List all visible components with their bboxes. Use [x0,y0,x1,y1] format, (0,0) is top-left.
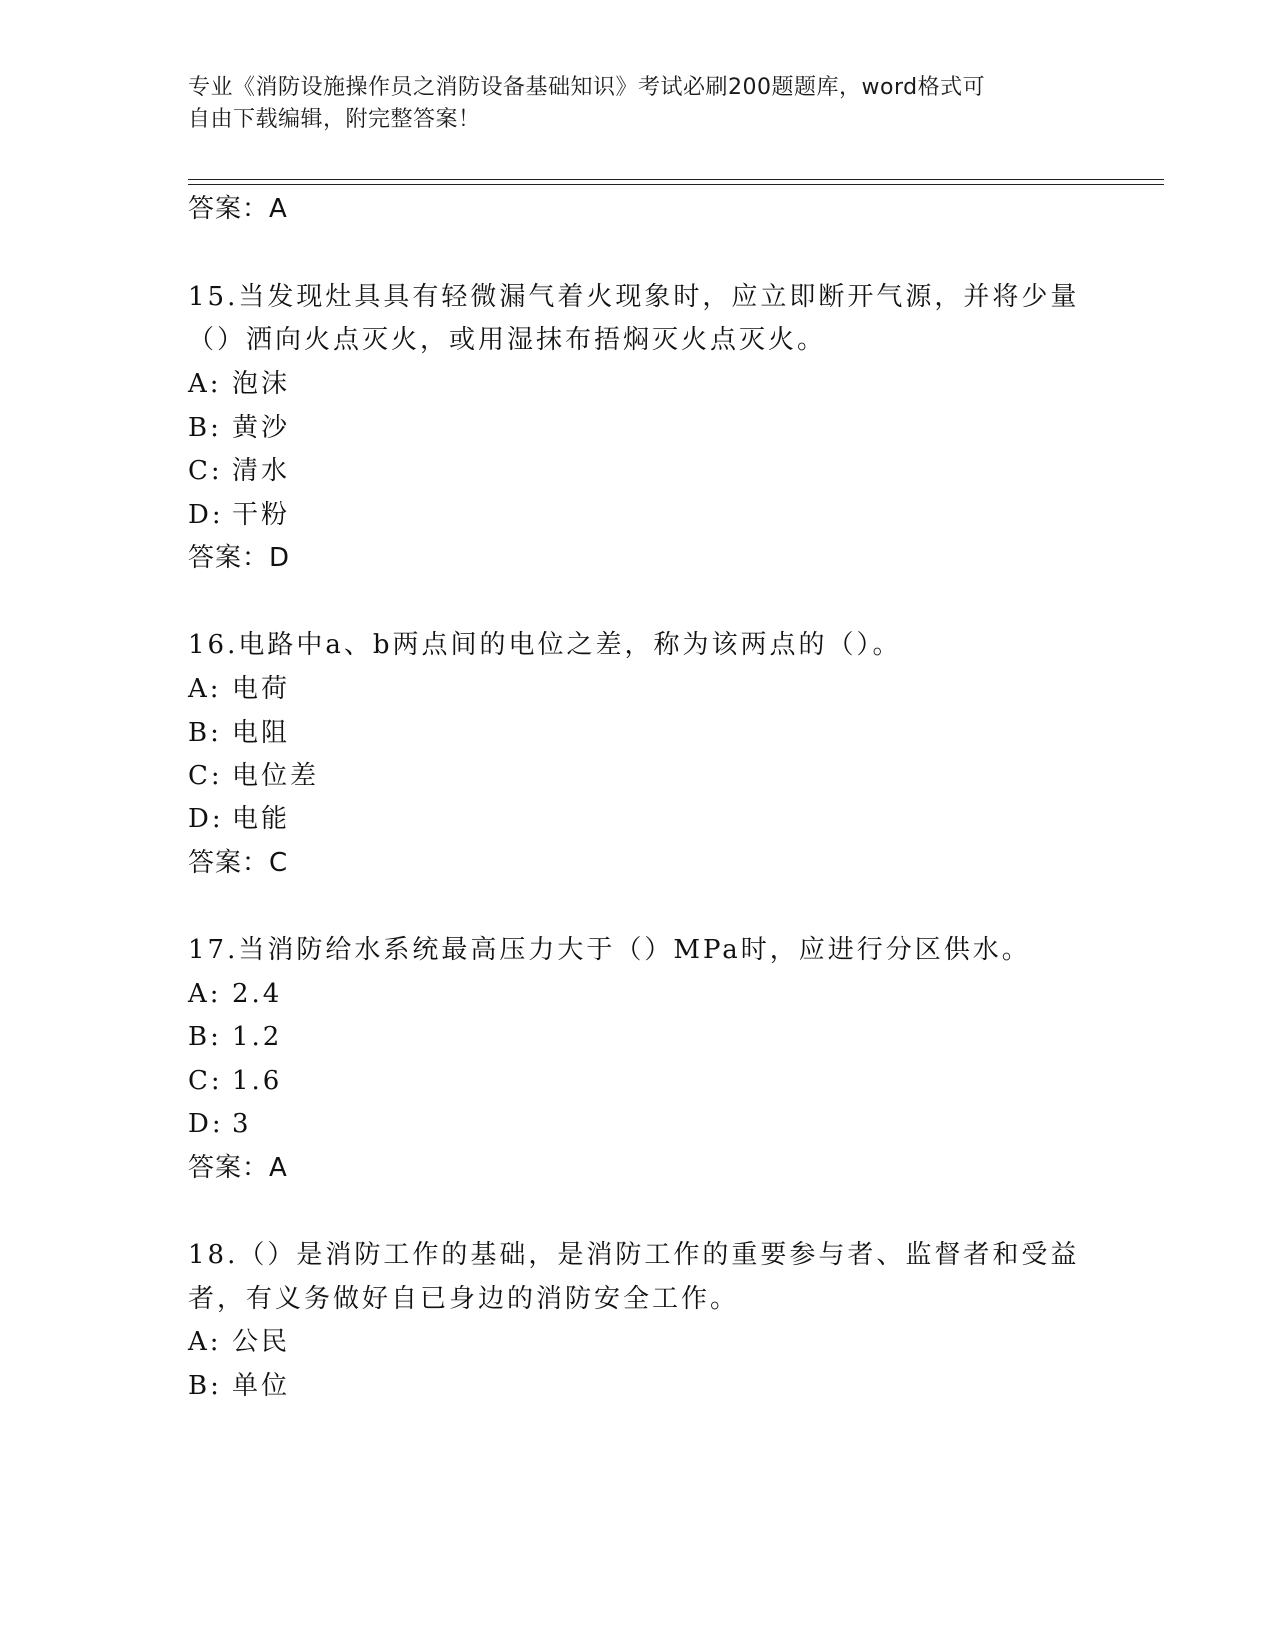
option-letter: A: [188,369,222,399]
option-letter: A: [188,979,222,1009]
option-text: 1.6 [232,1066,283,1096]
option-letter: A: [188,1327,222,1357]
header-line-2: 自由下载编辑，附完整答案！ [188,107,481,132]
option-text: 3 [232,1109,252,1139]
question-15-stem-line-2: （）洒向火点灭火，或用湿抹布捂焖灭火点灭火。 [188,325,827,355]
option-text: 电位差 [232,761,320,791]
question-18-stem-line-1: 18.（）是消防工作的基础，是消防工作的重要参与者、监督者和受益 [188,1240,1080,1270]
document-header [188,72,1088,136]
question-16-option-b [188,716,290,750]
question-17-stem-line-1: 17.当消防给水系统最高压力大于（）MPa时，应进行分区供水。 [188,935,1031,965]
option-letter: D: [188,500,224,530]
question-18-option-a [188,1325,290,1359]
question-17-answer: 答案：A [188,1153,288,1183]
option-text: 干粉 [232,500,291,530]
option-text: 公民 [232,1327,291,1357]
option-text: 清水 [232,456,291,486]
option-letter: B: [188,1022,222,1052]
header-divider-bottom [188,184,1164,185]
option-text: 单位 [232,1371,291,1401]
question-17-option-b [188,1020,282,1054]
option-letter: C: [188,761,223,791]
option-text: 电能 [232,804,291,834]
option-text: 2.4 [232,979,283,1009]
question-17-option-c [188,1064,282,1098]
question-15-option-c [188,454,290,488]
option-letter: B: [188,718,222,748]
header-divider-top [188,179,1164,180]
option-letter: B: [188,413,222,443]
question-16-stem-line-1: 16.电路中a、b两点间的电位之差，称为该两点的（）。 [188,630,902,660]
option-text: 泡沫 [232,369,291,399]
option-letter: D: [188,1109,224,1139]
option-text: 1.2 [232,1022,283,1052]
option-letter: C: [188,456,223,486]
question-16-option-c [188,759,319,793]
question-16-option-d [188,802,290,836]
question-15-option-a [188,367,290,401]
option-text: 黄沙 [232,413,291,443]
question-15-option-b [188,411,290,445]
option-text: 电阻 [232,718,291,748]
option-letter: C: [188,1066,223,1096]
option-letter: A: [188,674,222,704]
previous-answer: 答案：A [188,194,288,224]
option-text: 电荷 [232,674,291,704]
question-15-stem-line-1: 15.当发现灶具具有轻微漏气着火现象时，应立即断开气源，并将少量 [188,282,1080,312]
option-letter: D: [188,804,224,834]
question-15-answer: 答案：D [188,543,291,573]
question-18-option-b [188,1369,290,1403]
question-15-option-d [188,498,290,532]
header-line-1: 专业《消防设施操作员之消防设备基础知识》考试必刷200题题库，word格式可 [188,75,986,100]
option-letter: B: [188,1371,222,1401]
question-16-answer: 答案：C [188,848,289,878]
question-17-option-a [188,977,282,1011]
question-16-option-a [188,672,290,706]
question-17-option-d [188,1107,252,1141]
question-18-stem-line-2: 者，有义务做好自已身边的消防安全工作。 [188,1284,740,1314]
